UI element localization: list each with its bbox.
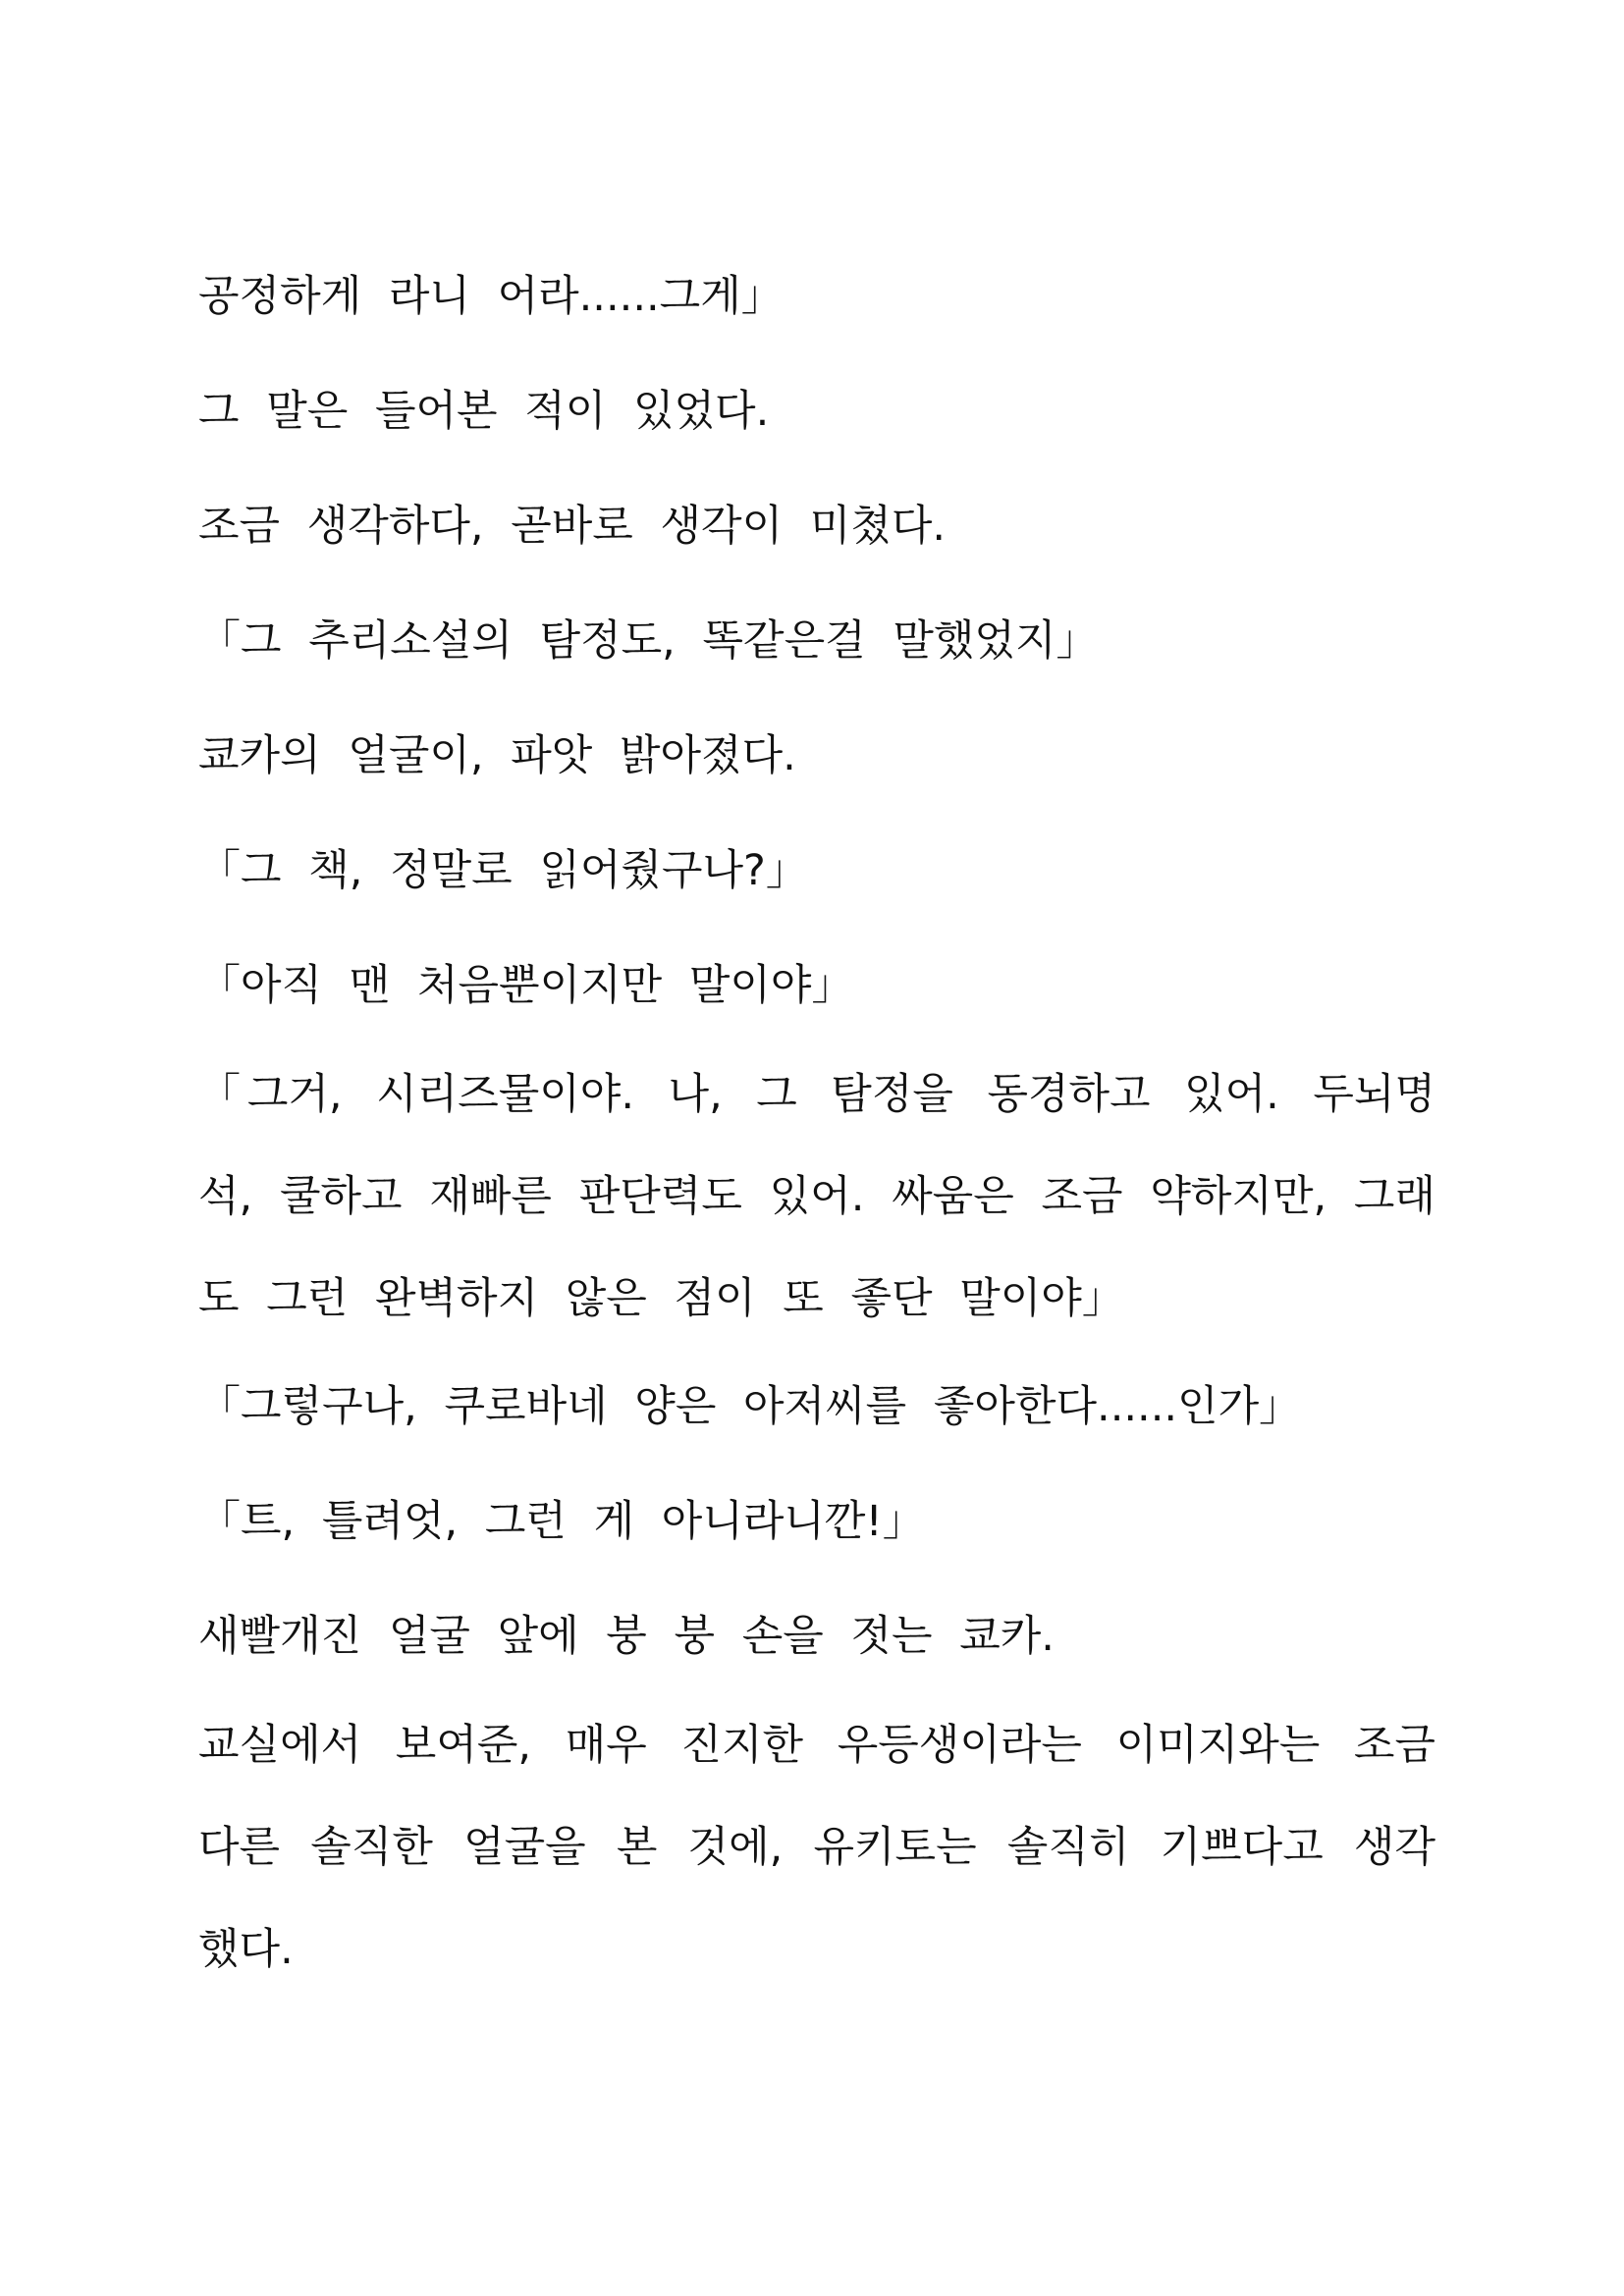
paragraph: 조금 생각하다, 곧바로 생각이 미쳤다. <box>198 502 947 551</box>
paragraph: 「그 책, 정말로 읽어줬구나?」 <box>198 846 808 895</box>
paragraph: 「그거, 시리즈물이야. 나, 그 탐정을 동경하고 있어. 두뇌명석, 쿨하고 재빠른 판단력도 있어. 싸움은 조금 약하지만, 그래도 그런 완벽하지 않은 점이 또 좋단 말이야」 <box>198 1070 1435 1323</box>
paragraph: 그 말은 들어본 적이 있었다. <box>198 387 770 436</box>
paragraph: 쿄카의 얼굴이, 파앗 밝아졌다. <box>198 731 796 780</box>
paragraph: 공정하게 라니 어라......그게」 <box>198 272 784 321</box>
paragraph: 「그 추리소설의 탐정도, 똑같은걸 말했었지」 <box>198 616 1099 666</box>
paragraph: 「트, 틀려엇, 그런 게 아니라니깐!」 <box>198 1497 925 1546</box>
paragraph: 새빨개진 얼굴 앞에 붕 붕 손을 젓는 쿄카. <box>198 1612 1055 1661</box>
paragraph: 교실에서 보여준, 매우 진지한 우등생이라는 이미지와는 조금 다른 솔직한 얼굴을 본 것에, 유키토는 솔직히 기쁘다고 생각했다. <box>198 1721 1435 1974</box>
body-text <box>198 240 1435 2001</box>
paragraph: 「아직 맨 처음뿐이지만 말이야」 <box>198 961 854 1010</box>
paragraph: 「그렇구나, 쿠로바네 양은 아저씨를 좋아한다......인가」 <box>198 1382 1302 1431</box>
